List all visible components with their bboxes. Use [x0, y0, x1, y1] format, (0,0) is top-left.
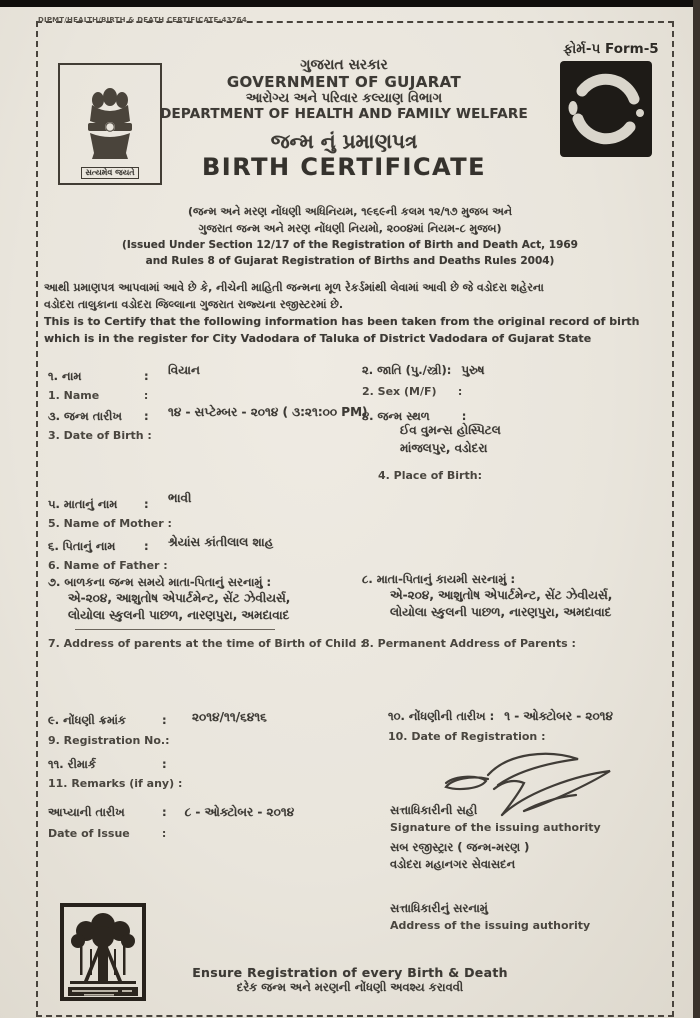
field-pob-label-gu: ૪. જન્મ સ્થળ :	[362, 409, 467, 423]
field-addr-birth-label-en: 7. Address of parents at the time of Birth of Child :	[48, 637, 365, 650]
signature-label-en: Signature of the issuing authority	[390, 821, 601, 834]
field-name-label-en: 1. Name :	[48, 389, 149, 402]
authority-address-label-en: Address of the issuing authority	[390, 919, 591, 932]
certify-english-line2: which is in the register for City Vadodara of Taluka of District Vadodara of Gujarat State	[44, 332, 592, 345]
field-name-value: વિયાન	[168, 363, 200, 377]
department-title-gujarati: આરોગ્ય અને પરિવાર કલ્યાણ વિભાગ	[245, 91, 443, 106]
field-issuedate-label-en: Date of Issue :	[48, 827, 167, 840]
field-regno-label-en: 9. Registration No.:	[48, 734, 170, 747]
signature-label-gu: સત્તાધિકારીની સહી	[390, 803, 478, 817]
act-line-gujarati-1: (જન્મ અને મરણ નોંધણી અધિનિયમ, ૧૯૬૯ની કલમ ૧૨/૧૭ મુજબ અને	[187, 205, 513, 218]
colon: :	[162, 805, 167, 819]
emblem-motto: સત્યમેવ જયતે	[81, 167, 138, 179]
department-title-english: DEPARTMENT OF HEALTH AND FAMILY WELFARE	[160, 106, 528, 122]
field-addr-perm-line1: એ-૨૦૪, આશુતોષ એપાર્ટમેન્ટ, સેંટ ઝેવીયર્સ,	[390, 588, 613, 602]
certification-paragraph	[44, 279, 660, 347]
field-dob-label-gu: ૩. જન્મ તારીખ :	[48, 409, 149, 423]
government-title-gujarati: ગુજરાત સરકાર	[300, 57, 388, 73]
field-regdate-label-gu: ૧૦. નોંધણીની તારીખ : ૧ - ઓક્ટોબર - ૨૦૧૪	[388, 709, 613, 723]
government-title-english: GOVERNMENT OF GUJARAT	[226, 73, 462, 91]
colon: :	[461, 409, 467, 423]
field-sex-label-en: 2. Sex (M/F) :	[362, 385, 463, 398]
field-pob-value-line2: માંજલપુર, વડોદરા	[400, 441, 488, 455]
colon: :	[144, 539, 149, 553]
colon: :	[144, 497, 149, 511]
field-addr-perm-label-gu: ૮. માતા-પિતાનું કાયમી સરનામું :	[362, 572, 516, 586]
colon: :	[162, 757, 167, 771]
colon: :	[144, 369, 149, 383]
field-mother-label-en: 5. Name of Mother :	[48, 517, 172, 530]
field-addr-birth-line1: એ-૨૦૪, આશુતોષ એપાર્ટમેન્ટ, સેંટ ઝેવીયર્સ,	[68, 591, 291, 605]
field-mother-value: ભાવી	[168, 491, 192, 505]
authority-address-label-gu: સત્તાધિકારીનું સરનામું	[390, 901, 488, 915]
colon: :	[457, 385, 463, 398]
field-regno-value: ૨૦૧૪/૧૧/૬૪૧૬	[192, 710, 267, 724]
act-line-english-2: and Rules 8 of Gujarat Registration of Births and Deaths Rules 2004)	[145, 255, 555, 267]
footer-slogan-en: Ensure Registration of every Birth & Death	[192, 965, 508, 980]
field-father-label-gu: ૬. પિતાનું નામ :	[48, 539, 149, 553]
field-regno-label-gu: ૯. નોંધણી ક્રમાંક :	[48, 713, 167, 727]
circle-arcs-stamp-icon	[560, 61, 652, 157]
act-line-gujarati-2: ગુજરાત જન્મ અને મરણ નોંધણી નિયમો, ૨૦૦૪માં નિયમ-૮ મુજબ)	[198, 222, 502, 235]
field-pob-value-line1: ઈવ વુમન્સ હોસ્પિટલ	[400, 423, 501, 437]
certify-english-line1: This is to Certify that the following information has been taken from the original record of birth	[44, 315, 640, 328]
field-issuedate-label-gu: આપ્યાની તારીખ : ૮ - ઓક્ટોબર - ૨૦૧૪	[48, 805, 295, 819]
issuing-authority-block	[390, 803, 601, 872]
certificate-title-gujarati: જન્મ નું પ્રમાણપત્ર	[270, 129, 418, 153]
colon: :	[162, 713, 167, 727]
field-regdate-value: ૧ - ઓક્ટોબર - ૨૦૧૪	[504, 709, 613, 723]
field-addr-perm-label-en: 8. Permanent Address of Parents :	[362, 637, 576, 650]
field-remarks-label-en: 11. Remarks (if any) :	[48, 777, 183, 790]
header-block	[140, 57, 548, 181]
photo-edge	[693, 0, 700, 1018]
field-father-label-en: 6. Name of Father :	[48, 559, 168, 572]
colon: :	[143, 389, 149, 402]
field-dob-label-en: 3. Date of Birth :	[48, 429, 152, 442]
field-addr-birth-label-gu: ૭. બાળકના જન્મ સમયે માતા-પિતાનું સરનામું :	[48, 575, 272, 589]
certificate-paper	[0, 7, 693, 1018]
document-reference: DIPMT/HEALTH/BIRTH & DEATH CERTIFICATE-43764	[38, 16, 247, 24]
authority-address-block	[390, 901, 590, 932]
field-addr-birth-line2: લોયોલા સ્કુલની પાછળ, નારણપુરા, અમદાવાદ	[68, 608, 290, 622]
act-citation-block	[60, 203, 640, 269]
field-dob-value: ૧૪ - સપ્ટેમ્બર - ૨૦૧૪ ( ૩:૨૧:૦૦ PM)	[168, 405, 368, 419]
field-father-value: શ્રેયાંસ કાંતીલાલ શાહ	[168, 535, 274, 549]
certify-gujarati-line2: વડોદરા તાલુકાના વડોદરા જિલ્લાના ગુજરાત રાજ્યના રજીસ્ટરમાં છે.	[44, 298, 344, 311]
colon: :	[144, 409, 149, 423]
act-line-english-1: (Issued Under Section 12/17 of the Registration of Birth and Death Act, 1969	[122, 239, 578, 251]
field-pob-label-en: 4. Place of Birth:	[378, 469, 482, 482]
form-number-label: ફોર્મ-૫ Form-5	[563, 41, 659, 57]
certify-gujarati-line1: આથી પ્રમાણપત્ર આપવામાં આવે છે કે, નીચેની માહિતી જન્મના મૂળ રેકર્ડમાંથી લેવામાં આવી છે જે વડોદરા શહેરના	[44, 281, 544, 294]
certificate-title-english: BIRTH CERTIFICATE	[201, 153, 487, 181]
authority-designation-1: સબ રજીસ્ટ્રાર ( જન્મ-મરણ )	[390, 840, 530, 854]
field-name-label-gu: ૧. નામ :	[48, 369, 149, 383]
footer-slogan	[100, 965, 600, 995]
field-issuedate-value: ૮ - ઓક્ટોબર - ૨૦૧૪	[184, 805, 295, 819]
field-regdate-label-en: 10. Date of Registration :	[388, 730, 546, 743]
colon: :	[161, 827, 167, 840]
field-mother-label-gu: ૫. માતાનું નામ :	[48, 497, 149, 511]
corporation-stamp-logo	[560, 61, 652, 157]
address-underline	[75, 629, 275, 630]
authority-designation-2: વડોદરા મહાનગર સેવાસદન	[390, 857, 516, 871]
field-sex-label-gu: ૨. જાતિ (પુ./સ્ત્રી): પુરુષ	[362, 363, 485, 377]
field-remarks-label-gu: ૧૧. રીમાર્ક :	[48, 757, 167, 771]
field-sex-value: પુરુષ	[461, 363, 485, 377]
field-addr-perm-line2: લોયોલા સ્કુલની પાછળ, નારણપુરા, અમદાવાદ	[390, 605, 612, 619]
footer-slogan-gu: દરેક જન્મ અને મરણની નોંધણી અવશ્ય કરાવવી	[236, 980, 464, 994]
ashoka-lion-capital-icon	[78, 83, 142, 165]
